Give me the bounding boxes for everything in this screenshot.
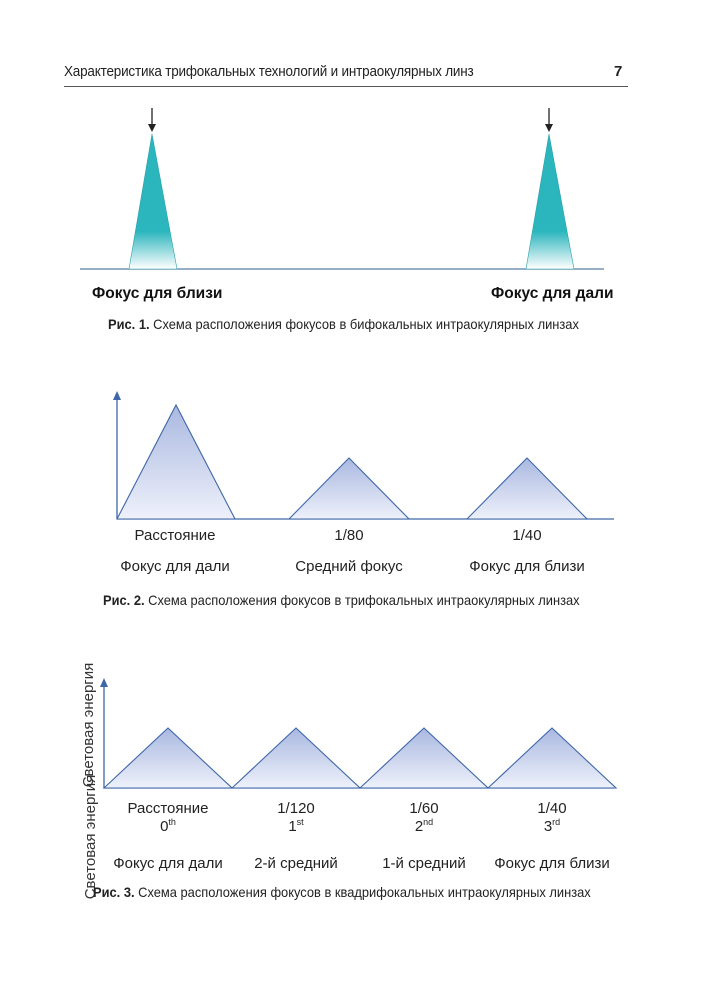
figure1-label-far: Фокус для дали <box>491 285 614 302</box>
figure3-focus-3: Фокус для близи <box>494 855 610 872</box>
figure3-peak-3 <box>488 728 616 788</box>
figure1-caption-label: Рис. 1. <box>108 316 150 332</box>
figure2-peak-far <box>117 405 235 519</box>
figure3-order-1-suffix: st <box>296 817 304 827</box>
figure3-caption <box>93 884 591 900</box>
figure2-tick-2: 1/40 <box>512 527 542 544</box>
figure3-order-0-suffix: th <box>168 817 176 827</box>
figure3-diagram <box>0 650 704 800</box>
figure3-y-axis-arrow <box>100 678 108 687</box>
figure2-focus-2: Фокус для близи <box>469 558 585 575</box>
figure3-tick-2: 1/60 <box>409 800 439 817</box>
figure2-focus-1: Средний фокус <box>295 558 403 575</box>
figure3-focus-0: Фокус для дали <box>113 855 223 872</box>
figure1-arrow-near <box>148 108 156 132</box>
figure2-caption <box>103 592 580 608</box>
figure1-peak-far <box>526 134 574 269</box>
figure2-y-axis-label: Световая энергия <box>82 774 99 900</box>
figure2-caption-label: Рис. 2. <box>103 592 145 608</box>
figure3-focus-1: 2-й средний <box>254 855 338 872</box>
figure3-order-2 <box>364 818 484 835</box>
figure3-order-2-suffix: nd <box>423 817 434 827</box>
figure3-order-2-number: 2 <box>414 818 424 835</box>
figure3-order-0 <box>108 818 228 835</box>
figure2-peak-middle <box>289 458 409 519</box>
figure2-peak-near <box>467 458 587 519</box>
figure2-y-axis-arrow <box>113 391 121 400</box>
figure3-order-1 <box>236 818 356 835</box>
figure3-caption-text: Схема расположения фокусов в квадрифокальных интраокулярных линзах <box>138 884 591 900</box>
figure3-focus-2: 1-й средний <box>382 855 466 872</box>
figure1-caption <box>108 316 579 332</box>
figure1-diagram <box>0 0 704 290</box>
running-title: Характеристика трифокальных технологий и интраокулярных линз <box>64 64 474 80</box>
figure3-order-3-number: 3 <box>543 818 553 835</box>
figure1-caption-text: Схема расположения фокусов в бифокальных интраокулярных линзах <box>153 316 579 332</box>
figure1-label-near: Фокус для близи <box>92 285 223 302</box>
page-number: 7 <box>614 63 623 80</box>
figure3-order-0-number: 0 <box>160 818 169 835</box>
figure1-peak-near <box>129 134 177 269</box>
figure3-caption-label: Рис. 3. <box>93 884 135 900</box>
figure3-order-1-number: 1 <box>288 818 297 835</box>
figure3-tick-1: 1/120 <box>277 800 315 817</box>
figure3-order-3 <box>492 818 612 835</box>
figure1-arrow-far <box>545 108 553 132</box>
figure3-y-axis-label: Световая энергия <box>80 662 97 788</box>
figure2-tick-1: 1/80 <box>334 527 364 544</box>
figure3-peak-0 <box>104 728 232 788</box>
figure2-caption-text: Схема расположения фокусов в трифокальных интраокулярных линзах <box>148 592 580 608</box>
figure3-peak-1 <box>232 728 360 788</box>
figure2-focus-0: Фокус для дали <box>120 558 230 575</box>
figure3-order-3-suffix: rd <box>552 817 561 827</box>
figure3-tick-0: Расстояние <box>127 800 209 817</box>
figure3-peak-2 <box>360 728 488 788</box>
figure3-tick-3: 1/40 <box>537 800 567 817</box>
figure2-tick-0: Расстояние <box>134 527 216 544</box>
